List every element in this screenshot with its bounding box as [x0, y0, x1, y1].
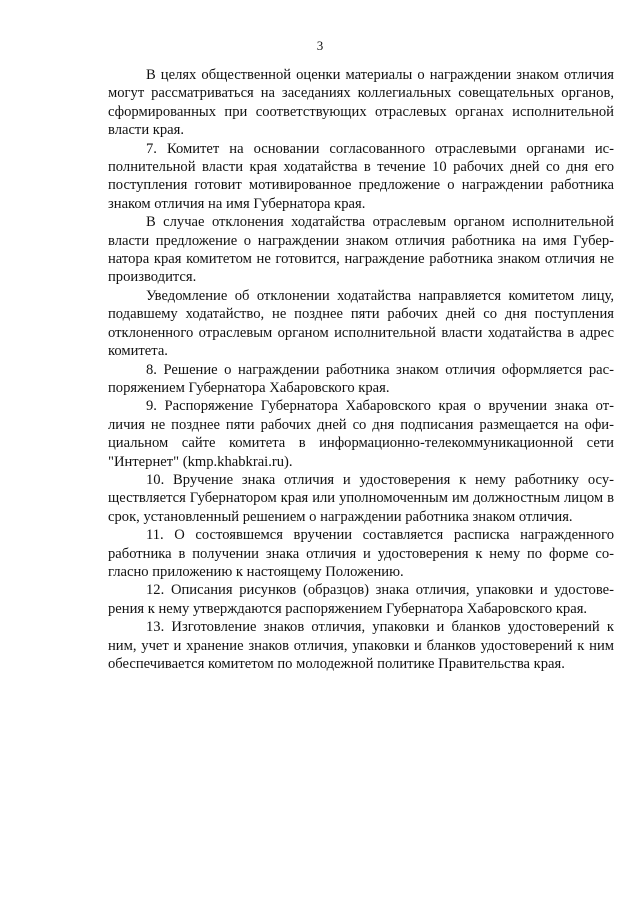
- paragraph-item-13: 13. Изготовление знаков отличия, упаковки и бланков удостоверений к ним, учет и хранение знаков отличия, упаковки и бланков удостоверений к ним обеспечивается комитетом по молодежной политике Правительства края.: [108, 619, 614, 672]
- paragraph-rejection-notice: Уведомление об отклонении ходатайства направляется комитетом лицу, подавшему ходатайство, не позднее пяти рабочих дней со дня поступления отклоненного отраслевым органом исполнительной власти ходатайства в адрес комитета.: [108, 287, 614, 360]
- paragraph-rejection-case: В случае отклонения ходатайства отраслевым органом исполнительной власти предложение о награждении знаком отличия работника на имя Губернатора края комитетом не готовится, награждение работника знаком отличия не производится.: [108, 214, 614, 286]
- paragraph-item-10: 10. Вручение знака отличия и удостоверения к нему работнику осуществляется Губернатором края или уполномоченным им должностным лицом в срок, установленный решением о награждении работника знаком отличия.: [108, 471, 614, 525]
- paragraph-item-11: 11. О состоявшемся вручении составляется расписка награжденного работника в получении знака отличия и удостоверения к нему по форме согласно приложению к настоящему Положению.: [108, 527, 614, 580]
- document-body: [108, 66, 614, 673]
- page-number: 3: [316, 38, 324, 53]
- paragraph-item-12: 12. Описания рисунков (образцов) знака отличия, упаковки и удостоверения к нему утверждаются распоряжением Губернатора Хабаровского края.: [108, 582, 614, 617]
- paragraph-public-evaluation: В целях общественной оценки материалы о награждении знаком отличия могут рассматриваться на заседаниях коллегиальных совещательных органов, сформированных при соответствующих отраслевых органах исполнительной власти края.: [108, 67, 614, 139]
- paragraph-item-8: 8. Решение о награждении работника знаком отличия оформляется распоряжением Губернатора Хабаровского края.: [108, 361, 614, 396]
- paragraph-item-7: 7. Комитет на основании согласованного отраслевыми органами исполнительной власти края ходатайства в течение 10 рабочих дней со дня его поступления готовит мотивированное предложение о награждении работника знаком отличия на имя Губернатора края.: [108, 140, 614, 212]
- paragraph-item-9: 9. Распоряжение Губернатора Хабаровского края о вручении знака отличия не позднее пяти рабочих дней со дня подписания размещается на официальном сайте комитета в информационно-телекоммуникационной сети "Интернет" (kmp.khabkrai.ru).: [108, 398, 614, 470]
